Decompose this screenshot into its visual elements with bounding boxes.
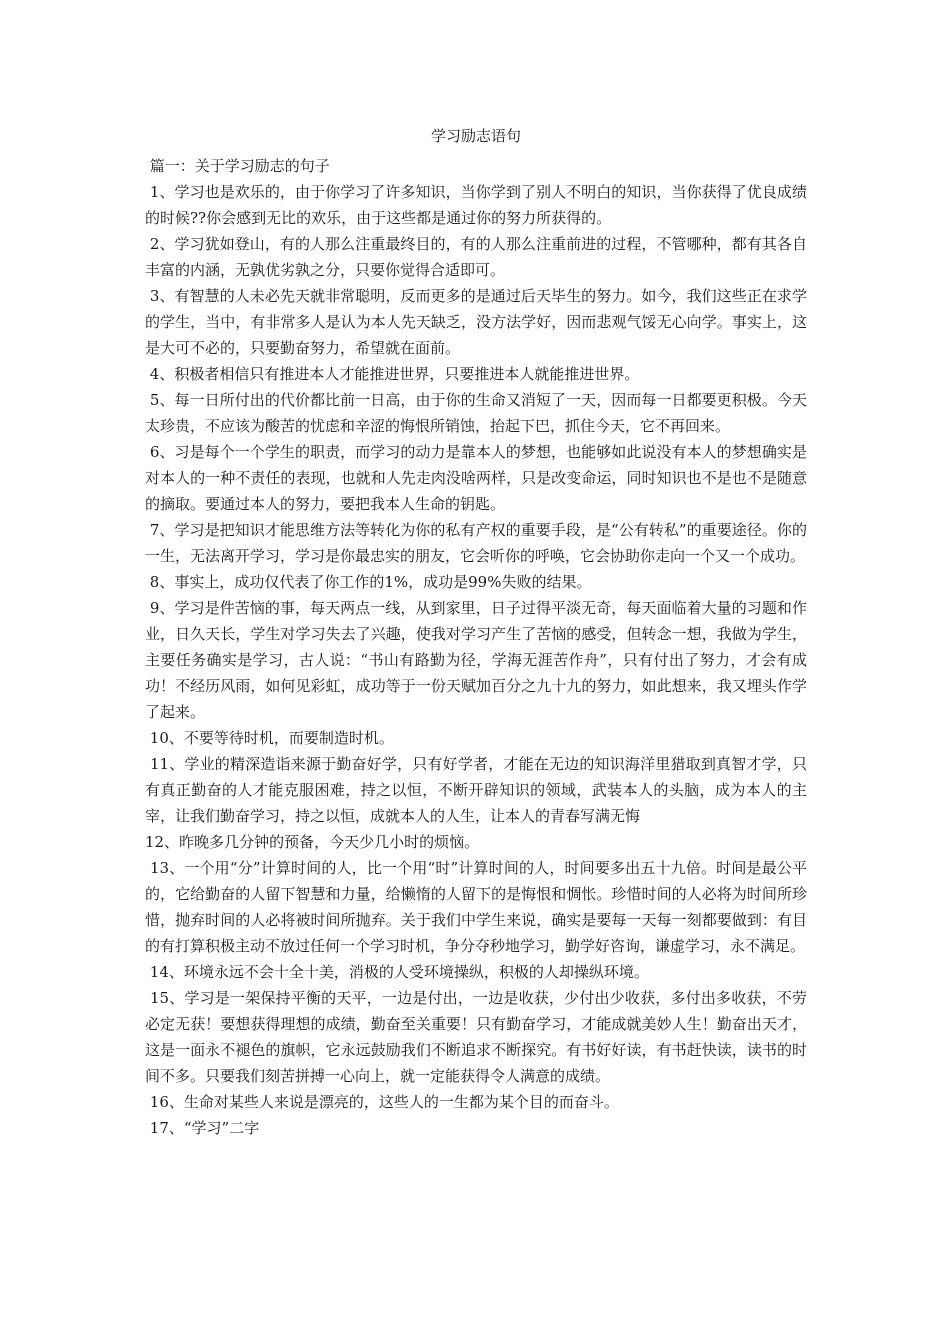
paragraph-3: 3、有智慧的人未必先天就非常聪明，反而更多的是通过后天毕生的努力。如今，我们这些正在求学的学生，当中，有非常多人是认为本人先天缺乏，没方法学好，因而悲观气馁无心向学。事实上，这是大可不必的，只要勤奋努力，希望就在面前。 xyxy=(145,287,807,357)
paragraph-8: 8、事实上，成功仅代表了你工作的1%，成功是99%失败的结果。 xyxy=(145,573,592,591)
paragraph-5: 5、每一日所付出的代价都比前一日高，由于你的生命又消短了一天，因而每一日都要更积极。今天太珍贵，不应该为酸苦的忧虑和辛涩的悔恨所销蚀，抬起下巴，抓住今天，它不再回来。 xyxy=(145,391,807,435)
paragraph-4: 4、积极者相信只有推进本人才能推进世界，只要推进本人就能推进世界。 xyxy=(145,365,640,383)
paragraph-17: 17、“学习”二字 xyxy=(145,1119,260,1137)
paragraph-13: 13、一个用“分”计算时间的人，比一个用“时”计算时间的人，时间要多出五十九倍。时间是最公平的，它给勤奋的人留下智慧和力量，给懒惰的人留下的是悔恨和惆怅。珍惜时间的人必将为时间所珍惜，抛弃时间的人必将被时间所抛弃。关于我们中学生来说，确实是要每一天每一刻都要做到：有目的有打算积极主动不放过任何一个学习时机，争分夺秒地学习，勤学好咨询，谦虚学习，永不满足。 xyxy=(145,859,807,955)
paragraph-16: 16、生命对某些人来说是漂亮的，这些人的一生都为某个目的而奋斗。 xyxy=(145,1093,619,1111)
paragraph-12: 12、昨晚多几分钟的预备，今天少几小时的烦恼。 xyxy=(145,833,480,851)
paragraph-11: 11、学业的精深造诣来源于勤奋好学，只有好学者，才能在无边的知识海洋里猎取到真智才学，只有真正勤奋的人才能克服困难，持之以恒，不断开辟知识的领域，武装本人的头脑，成为本人的主宰，让我们勤奋学习，持之以恒，成就本人的人生，让本人的青春写满无悔 xyxy=(145,755,807,825)
paragraph-14: 14、环境永远不会十全十美，消极的人受环境操纵，积极的人却操纵环境。 xyxy=(145,963,649,981)
document-body xyxy=(145,125,807,1141)
paragraph-6: 6、习是每个一个学生的职责，而学习的动力是靠本人的梦想，也能够如此说没有本人的梦想确实是对本人的一种不责任的表现，也就和人先走肉没啥两样，只是改变命运，同时知识也不是也不是随意的摘取。要通过本人的努力，要把我本人生命的钥匙。 xyxy=(145,443,807,513)
paragraph-2: 2、学习犹如登山，有的人那么注重最终目的，有的人那么注重前进的过程，不管哪种，都有其各自丰富的内涵，无孰优劣孰之分，只要你觉得合适即可。 xyxy=(145,235,807,279)
section-heading: 篇一：关于学习励志的句子 xyxy=(145,157,330,175)
paragraph-10: 10、不要等待时机，而要制造时机。 xyxy=(145,729,394,747)
document-title: 学习励志语句 xyxy=(430,127,521,145)
paragraph-1: 1、学习也是欢乐的，由于你学习了许多知识，当你学到了别人不明白的知识，当你获得了优良成绩的时候??你会感到无比的欢乐，由于这些都是通过你的努力所获得的。 xyxy=(145,183,807,227)
paragraph-7: 7、学习是把知识才能思维方法等转化为你的私有产权的重要手段，是“公有转私”的重要途径。你的一生，无法离开学习，学习是你最忠实的朋友，它会听你的呼唤，它会协助你走向一个又一个成功。 xyxy=(145,521,807,565)
paragraph-9: 9、学习是件苦恼的事，每天两点一线，从到家里，日子过得平淡无奇，每天面临着大量的习题和作业，日久天长，学生对学习失去了兴趣，使我对学习产生了苦恼的感受，但转念一想，我做为学生，主要任务确实是学习，古人说：“书山有路勤为径，学海无涯苦作舟”，只有付出了努力，才会有成功！不经历风雨，如何见彩虹，成功等于一份天赋加百分之九十九的努力，如此想来，我又埋头作学了起来。 xyxy=(145,599,807,721)
paragraph-15: 15、学习是一架保持平衡的天平，一边是付出，一边是收获，少付出少收获，多付出多收获，不劳必定无获！要想获得理想的成绩，勤奋至关重要！只有勤奋学习，才能成就美妙人生！勤奋出天才，这是一面永不褪色的旗帜，它永远鼓励我们不断追求不断探究。有书好好读，有书赶快读，读书的时间不多。只要我们刻苦拼搏一心向上，就一定能获得令人满意的成绩。 xyxy=(145,989,807,1085)
